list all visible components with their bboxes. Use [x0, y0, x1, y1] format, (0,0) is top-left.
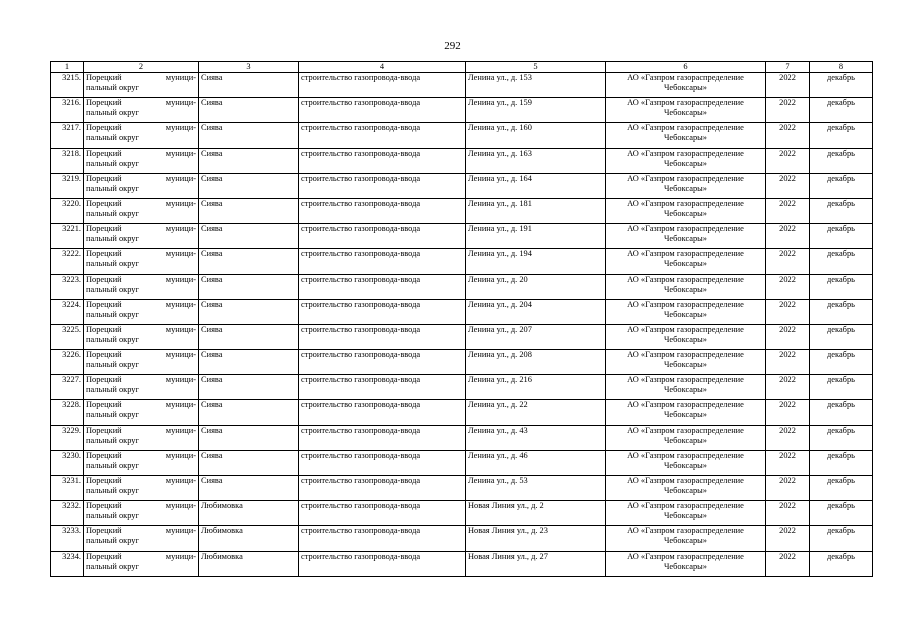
- organization-cell: [606, 324, 766, 349]
- district-cell: [84, 375, 199, 400]
- address-cell: Новая Линия ул., д. 2: [466, 501, 606, 526]
- work-type-cell: строительство газопровода-ввода: [299, 350, 466, 375]
- work-type-cell: строительство газопровода-ввода: [299, 123, 466, 148]
- settlement-cell: Сиява: [199, 249, 299, 274]
- work-type-cell: строительство газопровода-ввода: [299, 224, 466, 249]
- district-type-rest: пальный округ: [86, 536, 139, 546]
- district-type-part: муници-: [165, 274, 196, 284]
- table-row: [51, 450, 873, 475]
- organization-cell: [606, 249, 766, 274]
- district-name: Порецкий: [86, 123, 122, 133]
- organization-cell: [606, 400, 766, 425]
- month-cell: декабрь: [810, 425, 873, 450]
- year-cell: 2022: [766, 173, 810, 198]
- district-type-part: муници-: [165, 476, 196, 485]
- district-type-rest: пальный округ: [86, 234, 139, 244]
- organization-line-1: АО «Газпром газораспределение: [627, 425, 744, 435]
- district-type-part: муници-: [165, 98, 196, 108]
- district-cell: [84, 249, 199, 274]
- address-cell: Ленина ул., д. 208: [466, 350, 606, 375]
- settlement-cell: Сиява: [199, 73, 299, 98]
- organization-cell: [606, 198, 766, 223]
- table-row: [51, 299, 873, 324]
- district-type-rest: пальный округ: [86, 83, 139, 92]
- settlement-cell: Сиява: [199, 299, 299, 324]
- address-cell: Ленина ул., д. 160: [466, 123, 606, 148]
- organization-line-1: АО «Газпром газораспределение: [627, 299, 744, 309]
- organization-line-1: АО «Газпром газораспределение: [627, 274, 744, 284]
- row-number: 3215.: [51, 73, 84, 98]
- work-type-cell: строительство газопровода-ввода: [299, 299, 466, 324]
- month-cell: декабрь: [810, 476, 873, 501]
- district-type-rest: пальный округ: [86, 511, 139, 521]
- year-cell: 2022: [766, 249, 810, 274]
- table-row: [51, 425, 873, 450]
- row-number: 3232.: [51, 501, 84, 526]
- organization-line-1: АО «Газпром газораспределение: [627, 173, 744, 183]
- organization-cell: [606, 476, 766, 501]
- district-name: Порецкий: [86, 274, 122, 284]
- page-number: 292: [444, 40, 461, 52]
- district-type-part: муници-: [165, 224, 196, 234]
- table-row: [51, 123, 873, 148]
- month-cell: декабрь: [810, 123, 873, 148]
- month-cell: декабрь: [810, 299, 873, 324]
- organization-cell: [606, 350, 766, 375]
- settlement-cell: Сиява: [199, 476, 299, 501]
- year-cell: 2022: [766, 425, 810, 450]
- district-type-rest: пальный округ: [86, 208, 139, 218]
- district-type-part: муници-: [165, 450, 196, 460]
- organization-line-2: Чебоксары»: [663, 208, 707, 218]
- organization-line-1: АО «Газпром газораспределение: [627, 98, 744, 108]
- work-type-cell: строительство газопровода-ввода: [299, 73, 466, 98]
- year-cell: 2022: [766, 98, 810, 123]
- address-cell: Ленина ул., д. 22: [466, 400, 606, 425]
- settlement-cell: Сиява: [199, 224, 299, 249]
- work-type-cell: строительство газопровода-ввода: [299, 375, 466, 400]
- table-row: [51, 198, 873, 223]
- district-type-part: муници-: [165, 123, 196, 133]
- table-row: [51, 375, 873, 400]
- organization-cell: [606, 123, 766, 148]
- district-type-part: муници-: [165, 299, 196, 309]
- year-cell: 2022: [766, 198, 810, 223]
- organization-line-2: Чебоксары»: [663, 108, 707, 118]
- month-cell: декабрь: [810, 501, 873, 526]
- month-cell: декабрь: [810, 400, 873, 425]
- row-number: 3220.: [51, 198, 84, 223]
- work-type-cell: строительство газопровода-ввода: [299, 198, 466, 223]
- month-cell: декабрь: [810, 249, 873, 274]
- organization-line-2: Чебоксары»: [663, 410, 707, 420]
- organization-cell: [606, 551, 766, 576]
- district-cell: [84, 299, 199, 324]
- district-type-rest: пальный округ: [86, 561, 139, 571]
- district-cell: [84, 476, 199, 501]
- month-cell: декабрь: [810, 350, 873, 375]
- district-name: Порецкий: [86, 173, 122, 183]
- year-cell: 2022: [766, 324, 810, 349]
- settlement-cell: Сиява: [199, 173, 299, 198]
- row-number: 3217.: [51, 123, 84, 148]
- settlement-cell: Сиява: [199, 324, 299, 349]
- work-type-cell: строительство газопровода-ввода: [299, 274, 466, 299]
- settlement-cell: Сиява: [199, 198, 299, 223]
- column-header: 5: [466, 62, 606, 73]
- month-cell: декабрь: [810, 450, 873, 475]
- organization-cell: [606, 73, 766, 98]
- work-type-cell: строительство газопровода-ввода: [299, 98, 466, 123]
- district-cell: [84, 173, 199, 198]
- district-cell: [84, 224, 199, 249]
- month-cell: декабрь: [810, 551, 873, 576]
- district-name: Порецкий: [86, 450, 122, 460]
- district-name: Порецкий: [86, 551, 122, 561]
- row-number: 3219.: [51, 173, 84, 198]
- table-row: [51, 350, 873, 375]
- district-cell: [84, 400, 199, 425]
- organization-cell: [606, 450, 766, 475]
- row-number: 3234.: [51, 551, 84, 576]
- organization-line-2: Чебоксары»: [663, 234, 707, 244]
- year-cell: 2022: [766, 400, 810, 425]
- register-table: [50, 61, 873, 577]
- district-type-rest: пальный округ: [86, 108, 139, 118]
- organization-line-1: АО «Газпром газораспределение: [627, 526, 744, 536]
- row-number: 3226.: [51, 350, 84, 375]
- organization-line-1: АО «Газпром газораспределение: [627, 224, 744, 234]
- district-cell: [84, 501, 199, 526]
- month-cell: декабрь: [810, 98, 873, 123]
- district-name: Порецкий: [86, 299, 122, 309]
- year-cell: 2022: [766, 526, 810, 551]
- settlement-cell: Сиява: [199, 400, 299, 425]
- district-cell: [84, 98, 199, 123]
- settlement-cell: Сиява: [199, 274, 299, 299]
- row-number: 3223.: [51, 274, 84, 299]
- year-cell: 2022: [766, 299, 810, 324]
- organization-cell: [606, 98, 766, 123]
- district-type-part: муници-: [165, 526, 196, 536]
- district-cell: [84, 526, 199, 551]
- table-row: [51, 551, 873, 576]
- district-cell: [84, 198, 199, 223]
- district-type-rest: пальный округ: [86, 284, 139, 294]
- settlement-cell: Любимовка: [199, 551, 299, 576]
- district-name: Порецкий: [86, 350, 122, 360]
- organization-line-2: Чебоксары»: [663, 83, 707, 92]
- row-number: 3218.: [51, 148, 84, 173]
- work-type-cell: строительство газопровода-ввода: [299, 425, 466, 450]
- year-cell: 2022: [766, 375, 810, 400]
- row-number: 3225.: [51, 324, 84, 349]
- month-cell: декабрь: [810, 224, 873, 249]
- district-type-part: муници-: [165, 148, 196, 158]
- organization-line-1: АО «Газпром газораспределение: [627, 123, 744, 133]
- organization-cell: [606, 375, 766, 400]
- district-cell: [84, 350, 199, 375]
- district-name: Порецкий: [86, 98, 122, 108]
- district-name: Порецкий: [86, 198, 122, 208]
- district-type-part: муници-: [165, 551, 196, 561]
- district-type-part: муници-: [165, 425, 196, 435]
- district-name: Порецкий: [86, 249, 122, 259]
- district-cell: [84, 148, 199, 173]
- district-cell: [84, 123, 199, 148]
- address-cell: Ленина ул., д. 53: [466, 476, 606, 501]
- district-type-rest: пальный округ: [86, 410, 139, 420]
- column-numbers-row: [51, 62, 873, 73]
- month-cell: декабрь: [810, 526, 873, 551]
- district-name: Порецкий: [86, 526, 122, 536]
- organization-cell: [606, 274, 766, 299]
- table-row: [51, 400, 873, 425]
- organization-cell: [606, 299, 766, 324]
- organization-line-2: Чебоксары»: [663, 284, 707, 294]
- table-row: [51, 476, 873, 501]
- address-cell: Ленина ул., д. 164: [466, 173, 606, 198]
- organization-line-1: АО «Газпром газораспределение: [627, 450, 744, 460]
- work-type-cell: строительство газопровода-ввода: [299, 400, 466, 425]
- table-row: [51, 324, 873, 349]
- organization-line-2: Чебоксары»: [663, 133, 707, 143]
- year-cell: 2022: [766, 148, 810, 173]
- district-type-rest: пальный округ: [86, 360, 139, 370]
- row-number: 3228.: [51, 400, 84, 425]
- row-number: 3222.: [51, 249, 84, 274]
- table-row: [51, 249, 873, 274]
- column-header: 2: [84, 62, 199, 73]
- district-type-part: муници-: [165, 324, 196, 334]
- district-type-rest: пальный округ: [86, 486, 139, 495]
- year-cell: 2022: [766, 224, 810, 249]
- organization-line-1: АО «Газпром газораспределение: [627, 148, 744, 158]
- organization-line-2: Чебоксары»: [663, 360, 707, 370]
- organization-cell: [606, 425, 766, 450]
- work-type-cell: строительство газопровода-ввода: [299, 501, 466, 526]
- district-type-rest: пальный округ: [86, 435, 139, 445]
- district-cell: [84, 450, 199, 475]
- settlement-cell: Любимовка: [199, 501, 299, 526]
- address-cell: Ленина ул., д. 163: [466, 148, 606, 173]
- settlement-cell: Сиява: [199, 450, 299, 475]
- work-type-cell: строительство газопровода-ввода: [299, 526, 466, 551]
- address-cell: Новая Линия ул., д. 23: [466, 526, 606, 551]
- year-cell: 2022: [766, 123, 810, 148]
- district-name: Порецкий: [86, 501, 122, 511]
- year-cell: 2022: [766, 350, 810, 375]
- year-cell: 2022: [766, 476, 810, 501]
- column-header: 8: [810, 62, 873, 73]
- organization-line-1: АО «Газпром газораспределение: [627, 400, 744, 410]
- organization-line-2: Чебоксары»: [663, 385, 707, 395]
- organization-line-1: АО «Газпром газораспределение: [627, 350, 744, 360]
- settlement-cell: Сиява: [199, 425, 299, 450]
- organization-line-1: АО «Газпром газораспределение: [627, 324, 744, 334]
- year-cell: 2022: [766, 274, 810, 299]
- column-header: 7: [766, 62, 810, 73]
- organization-line-1: АО «Газпром газораспределение: [627, 73, 744, 82]
- district-cell: [84, 73, 199, 98]
- organization-line-2: Чебоксары»: [663, 309, 707, 319]
- table-row: [51, 148, 873, 173]
- column-header: 3: [199, 62, 299, 73]
- district-cell: [84, 324, 199, 349]
- address-cell: Ленина ул., д. 181: [466, 198, 606, 223]
- row-number: 3227.: [51, 375, 84, 400]
- work-type-cell: строительство газопровода-ввода: [299, 249, 466, 274]
- district-type-rest: пальный округ: [86, 385, 139, 395]
- district-name: Порецкий: [86, 324, 122, 334]
- organization-line-2: Чебоксары»: [663, 334, 707, 344]
- table-row: [51, 224, 873, 249]
- district-name: Порецкий: [86, 375, 122, 385]
- organization-cell: [606, 224, 766, 249]
- district-name: Порецкий: [86, 476, 122, 485]
- organization-line-1: АО «Газпром газораспределение: [627, 501, 744, 511]
- district-cell: [84, 551, 199, 576]
- work-type-cell: строительство газопровода-ввода: [299, 148, 466, 173]
- address-cell: Ленина ул., д. 207: [466, 324, 606, 349]
- month-cell: декабрь: [810, 198, 873, 223]
- organization-line-2: Чебоксары»: [663, 561, 707, 571]
- row-number: 3229.: [51, 425, 84, 450]
- month-cell: декабрь: [810, 148, 873, 173]
- address-cell: Ленина ул., д. 159: [466, 98, 606, 123]
- district-type-rest: пальный округ: [86, 183, 139, 193]
- column-header: 6: [606, 62, 766, 73]
- organization-cell: [606, 526, 766, 551]
- address-cell: Ленина ул., д. 43: [466, 425, 606, 450]
- row-number: 3230.: [51, 450, 84, 475]
- district-type-rest: пальный округ: [86, 309, 139, 319]
- district-name: Порецкий: [86, 148, 122, 158]
- settlement-cell: Сиява: [199, 123, 299, 148]
- address-cell: Ленина ул., д. 46: [466, 450, 606, 475]
- row-number: 3216.: [51, 98, 84, 123]
- address-cell: Новая Линия ул., д. 27: [466, 551, 606, 576]
- work-type-cell: строительство газопровода-ввода: [299, 476, 466, 501]
- work-type-cell: строительство газопровода-ввода: [299, 551, 466, 576]
- column-header: 1: [51, 62, 84, 73]
- organization-line-2: Чебоксары»: [663, 511, 707, 521]
- district-type-rest: пальный округ: [86, 334, 139, 344]
- address-cell: Ленина ул., д. 153: [466, 73, 606, 98]
- district-type-part: муници-: [165, 400, 196, 410]
- organization-line-2: Чебоксары»: [663, 435, 707, 445]
- work-type-cell: строительство газопровода-ввода: [299, 450, 466, 475]
- row-number: 3221.: [51, 224, 84, 249]
- work-type-cell: строительство газопровода-ввода: [299, 324, 466, 349]
- organization-line-1: АО «Газпром газораспределение: [627, 551, 744, 561]
- month-cell: декабрь: [810, 375, 873, 400]
- table-row: [51, 526, 873, 551]
- address-cell: Ленина ул., д. 204: [466, 299, 606, 324]
- year-cell: 2022: [766, 501, 810, 526]
- column-header: 4: [299, 62, 466, 73]
- district-type-part: муници-: [165, 375, 196, 385]
- table-row: [51, 98, 873, 123]
- district-name: Порецкий: [86, 224, 122, 234]
- table-row: [51, 73, 873, 98]
- district-type-part: муници-: [165, 249, 196, 259]
- settlement-cell: Сиява: [199, 98, 299, 123]
- district-type-rest: пальный округ: [86, 259, 139, 269]
- organization-line-2: Чебоксары»: [663, 460, 707, 470]
- organization-line-2: Чебоксары»: [663, 259, 707, 269]
- organization-line-2: Чебоксары»: [663, 183, 707, 193]
- address-cell: Ленина ул., д. 216: [466, 375, 606, 400]
- district-name: Порецкий: [86, 73, 122, 82]
- organization-line-1: АО «Газпром газораспределение: [627, 375, 744, 385]
- district-name: Порецкий: [86, 425, 122, 435]
- month-cell: декабрь: [810, 324, 873, 349]
- organization-line-1: АО «Газпром газораспределение: [627, 198, 744, 208]
- district-type-part: муници-: [165, 173, 196, 183]
- row-number: 3233.: [51, 526, 84, 551]
- row-number: 3224.: [51, 299, 84, 324]
- row-number: 3231.: [51, 476, 84, 501]
- district-type-rest: пальный округ: [86, 460, 139, 470]
- organization-cell: [606, 501, 766, 526]
- district-type-rest: пальный округ: [86, 133, 139, 143]
- year-cell: 2022: [766, 73, 810, 98]
- year-cell: 2022: [766, 450, 810, 475]
- address-cell: Ленина ул., д. 191: [466, 224, 606, 249]
- settlement-cell: Сиява: [199, 375, 299, 400]
- organization-line-2: Чебоксары»: [663, 536, 707, 546]
- settlement-cell: Сиява: [199, 350, 299, 375]
- district-type-part: муници-: [165, 350, 196, 360]
- table-row: [51, 173, 873, 198]
- district-type-part: муници-: [165, 73, 196, 82]
- month-cell: декабрь: [810, 73, 873, 98]
- organization-cell: [606, 173, 766, 198]
- organization-cell: [606, 148, 766, 173]
- organization-line-2: Чебоксары»: [663, 158, 707, 168]
- month-cell: декабрь: [810, 173, 873, 198]
- work-type-cell: строительство газопровода-ввода: [299, 173, 466, 198]
- organization-line-1: АО «Газпром газораспределение: [627, 476, 744, 485]
- district-type-part: муници-: [165, 501, 196, 511]
- district-cell: [84, 425, 199, 450]
- year-cell: 2022: [766, 551, 810, 576]
- address-cell: Ленина ул., д. 194: [466, 249, 606, 274]
- district-type-rest: пальный округ: [86, 158, 139, 168]
- organization-line-1: АО «Газпром газораспределение: [627, 249, 744, 259]
- table-row: [51, 274, 873, 299]
- district-cell: [84, 274, 199, 299]
- organization-line-2: Чебоксары»: [663, 486, 707, 495]
- district-name: Порецкий: [86, 400, 122, 410]
- settlement-cell: Сиява: [199, 148, 299, 173]
- month-cell: декабрь: [810, 274, 873, 299]
- district-type-part: муници-: [165, 198, 196, 208]
- table-row: [51, 501, 873, 526]
- address-cell: Ленина ул., д. 20: [466, 274, 606, 299]
- settlement-cell: Любимовка: [199, 526, 299, 551]
